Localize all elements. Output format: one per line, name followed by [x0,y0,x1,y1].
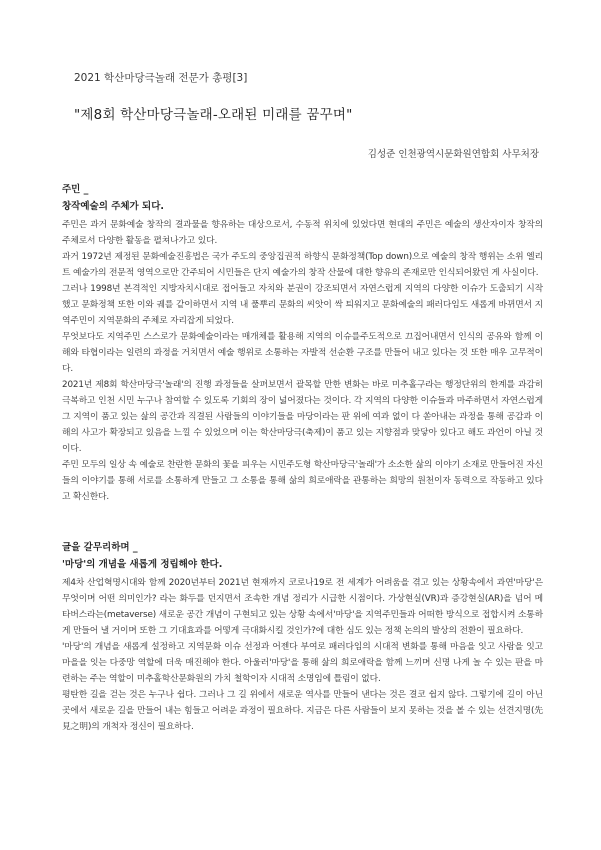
series-label: 2021 학산마당극놀래 전문가 총평[3] [74,72,248,84]
paragraph: 주민은 과거 문화예술 창작의 결과물을 향유하는 대상으로서, 수동적 위치에 있었다면 현대의 주민은 예술의 생산자이자 창작의 주체로서 다양한 활동을 펼쳐나가고 있다. [62,220,543,246]
paragraph: 과거 1972년 제정된 문화예술진흥법은 국가 주도의 중앙집권적 하향식 문화정책(Top down)으로 예술의 창작 행위는 소위 엘리트 예술가의 전문적 영역으로만 간주되어 시민들은 단지 예술가의 창작 산물에 대한 향유의 존재로만 인식되어왔던 게 사실이다. [62,252,543,278]
paragraph: 그러나 1998년 본격적인 지방자치시대로 접어들고 자치와 분권이 강조되면서 자연스럽게 지역의 다양한 이슈가 도출되기 시작했고 문화정책 또한 이와 궤를 같이하면서 지역 내 풀뿌리 문화의 씨앗이 싹 틔워지고 문화예술의 패러다임도 새롭게 바뀌면서 지역주민이 지역문화의 주체로 자리잡게 되었다. [62,284,543,326]
document-title: "제8회 학산마당극놀래-오래된 미래를 꿈꾸며" [74,107,353,123]
author-line: 김성준 인천광역시문화원연합회 사무처장 [367,149,539,160]
section-subheading: 창작예술의 주체가 되다. [62,201,164,212]
section-conclusion [62,541,543,735]
section-subheading: '마당'의 개념을 새롭게 정립해야 한다. [62,559,223,570]
section-heading: 글을 갈무리하며 _ [62,542,138,553]
section-heading: 주민 _ [62,184,89,195]
paragraph: 제4차 산업혁명시대와 함께 2020년부터 2021년 현재까지 코로나19로 전 세계가 어려움을 겪고 있는 상황속에서 과연'마당'은 무엇이며 어떤 의미인가? 라는 화두를 던지면서 조속한 개념 정리가 시급한 시점이다. 가상현실(VR)과 증강현실(AR)을 넘어 메타버스라는(metaverse) 새로운 공간 개념이 구현되고 있는 상황 속에서'마당'을 지역주민들과 어떠한 방식으로 접합시켜 소통하게 만들어 낼 거이며 또한 그 기대효과를 어떻게 극대화시킬 것인가?에 대한 심도 있는 정책 논의의 발상의 전환이 필요하다. [62,578,543,636]
section-residents [62,183,543,505]
paragraph: '마당'의 개념을 새롭게 설정하고 지역문화 이슈 선정과 어젠다 부여로 패러다임의 시대적 변화를 통해 마음을 잇고 사람을 잇고 마을을 잇는 다중망 역할에 더욱 매진해야 한다. 아울러'마당'을 통해 삶의 희로애락을 함께 느끼며 신명 나게 놀 수 있는 판을 마련하는 주는 역할이 미추홀학산문화원의 가치 철학이자 시대적 소명임에 틀림이 없다. [62,642,543,684]
paragraph: 평탄한 길을 걷는 것은 누구나 쉽다. 그러나 그 길 위에서 새로운 역사를 만들어 낸다는 것은 결코 쉽지 않다. 그렇기에 길이 아닌 곳에서 새로운 길을 만들어 내는 힘들고 어려운 과정이 필요하다. 지금은 다른 사람들이 보지 못하는 것을 볼 수 있는 선견지명(先見之明)의 개척자 정신이 필요하다. [62,690,543,732]
paragraph: 주민 모두의 일상 속 예술로 찬란한 문화의 꽃을 피우는 시민주도형 학산마당극'놀래'가 소소한 삶의 이야기 소재로 만들어진 자신들의 이야기를 통해 서로를 소통하게 만들고 그 소통을 통해 삶의 희로애락을 관통하는 희망의 원천이자 동력으로 작동하고 있다고 확신한다. [62,460,543,502]
paragraph: 무엇보다도 지역주민 스스로가 문화예술이라는 매개체를 활용해 지역의 이슈를주도적으로 끄집어내면서 인식의 공유와 함께 이해와 타협이라는 일련의 과정을 거치면서 예술 행위로 소통하는 자발적 선순환 구조를 만들어 내고 있다는 것 또한 매우 고무적이다. [62,332,543,374]
paragraph: 2021년 제8회 학산마당극'놀래'의 진행 과정들을 살펴보면서 괄목할 만한 변화는 바로 미추홀구라는 행정단위의 한계를 과감히 극복하고 인천 시민 누구나 참여할 수 있도록 기회의 장이 넓어졌다는 것이다. 각 지역의 다양한 이슈들과 마주하면서 자연스럽게 그 지역이 품고 있는 삶의 공간과 직결된 사람들의 이야기들을 마당이라는 판 위에 여과 없이 다 쏟아내는 과정을 통해 공감과 이해의 사고가 확장되고 있음을 느낄 수 있었으며 이는 학산마당극(축제)이 품고 있는 지향점과 맞닿아 있다고 해도 과언이 아닐 것이다. [62,380,543,454]
